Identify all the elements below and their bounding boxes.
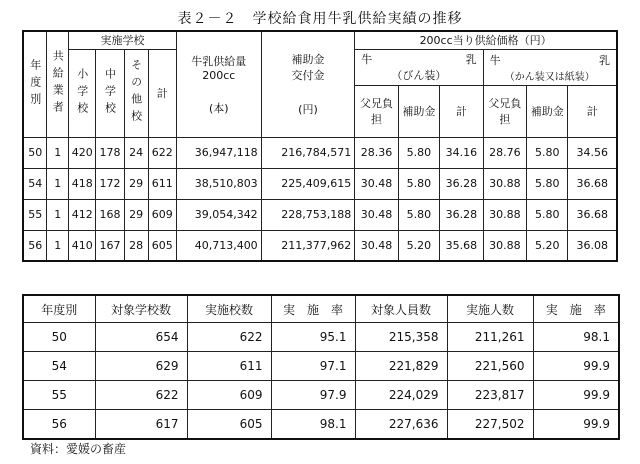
cell-b-sum: 34.16 <box>440 137 484 168</box>
header-target-people: 対象人員数 <box>355 295 447 323</box>
table-row <box>23 410 619 440</box>
cell-year: 55 <box>23 381 95 410</box>
cell-impl-people: 211,261 <box>447 323 533 352</box>
cell-target-schools: 654 <box>95 323 187 352</box>
cell-jr: 172 <box>96 168 124 199</box>
header-impl-people: 実施人数 <box>447 295 533 323</box>
cell-joint: 1 <box>47 230 69 261</box>
cell-rate2: 98.1 <box>533 323 619 352</box>
cell-b-sum: 36.28 <box>440 168 484 199</box>
cell-joint: 1 <box>47 137 69 168</box>
cell-b-sum: 36.28 <box>440 199 484 230</box>
cell-impl-schools: 609 <box>187 381 271 410</box>
header-impl-schools: 実施学校 <box>69 31 177 49</box>
header-milk-supply: 牛乳供給量 200cc (本) <box>176 31 261 137</box>
cell-impl-schools: 622 <box>187 323 271 352</box>
cell-c-sum: 36.68 <box>568 199 617 230</box>
cell-b-parent: 30.48 <box>355 230 399 261</box>
cell-milk: 40,713,400 <box>176 230 261 261</box>
header-price: 200cc当り供給価格（円） <box>355 31 617 49</box>
header-joint: 共給業者 <box>47 31 69 137</box>
cell-c-parent: 30.88 <box>483 168 527 199</box>
cell-milk: 36,947,118 <box>176 137 261 168</box>
cell-rate2: 99.9 <box>533 381 619 410</box>
cell-impl-schools: 611 <box>187 352 271 381</box>
cell-tot: 622 <box>148 137 176 168</box>
cell-oth: 29 <box>124 168 148 199</box>
header-carton: 牛 乳 （かん装又は紙装） <box>483 49 617 85</box>
cell-rate2: 99.9 <box>533 352 619 381</box>
header-target-schools: 対象学校数 <box>95 295 187 323</box>
header-total: 計 <box>148 49 176 137</box>
implementation-table <box>22 294 620 440</box>
header-bottle-aid: 補助金 <box>398 85 439 137</box>
cell-b-aid: 5.80 <box>398 168 439 199</box>
cell-milk: 38,510,803 <box>176 168 261 199</box>
cell-year: 56 <box>23 410 95 440</box>
header-other: その他校 <box>124 49 148 137</box>
cell-c-parent: 28.76 <box>483 137 527 168</box>
cell-oth: 24 <box>124 137 148 168</box>
cell-joint: 1 <box>47 199 69 230</box>
cell-impl-people: 227,502 <box>447 410 533 440</box>
header-junior: 中学校 <box>96 49 124 137</box>
cell-tot: 611 <box>148 168 176 199</box>
cell-year: 55 <box>23 199 47 230</box>
header-year: 年度別 <box>23 295 95 323</box>
cell-b-parent: 30.48 <box>355 168 399 199</box>
cell-b-parent: 28.36 <box>355 137 399 168</box>
header-subsidy: 補助金 交付金 (円) <box>261 31 355 137</box>
cell-target-people: 224,029 <box>355 381 447 410</box>
header-carton-aid: 補助金 <box>527 85 568 137</box>
cell-tot: 605 <box>148 230 176 261</box>
cell-year: 50 <box>23 137 47 168</box>
cell-rate1: 95.1 <box>271 323 355 352</box>
header-elementary: 小学校 <box>69 49 96 137</box>
cell-target-schools: 622 <box>95 381 187 410</box>
cell-target-people: 227,636 <box>355 410 447 440</box>
cell-rate1: 98.1 <box>271 410 355 440</box>
cell-subsidy: 228,753,188 <box>261 199 355 230</box>
cell-jr: 168 <box>96 199 124 230</box>
header-impl-schools: 実施校数 <box>187 295 271 323</box>
header-bottle-parent: 父兄負担 <box>355 85 399 137</box>
table-row <box>23 230 617 261</box>
cell-c-aid: 5.20 <box>527 230 568 261</box>
header-bottle-sum: 計 <box>440 85 484 137</box>
cell-impl-schools: 605 <box>187 410 271 440</box>
table-row <box>23 137 617 168</box>
cell-oth: 28 <box>124 230 148 261</box>
cell-elem: 410 <box>69 230 96 261</box>
table-row <box>23 168 617 199</box>
cell-year: 56 <box>23 230 47 261</box>
cell-c-aid: 5.80 <box>527 168 568 199</box>
cell-b-sum: 35.68 <box>440 230 484 261</box>
cell-elem: 420 <box>69 137 96 168</box>
header-carton-sum: 計 <box>568 85 617 137</box>
header-rate-people: 実 施 率 <box>533 295 619 323</box>
cell-rate1: 97.1 <box>271 352 355 381</box>
cell-rate2: 99.9 <box>533 410 619 440</box>
cell-jr: 167 <box>96 230 124 261</box>
cell-subsidy: 211,377,962 <box>261 230 355 261</box>
table-row <box>23 381 619 410</box>
cell-c-aid: 5.80 <box>527 199 568 230</box>
source-note: 資料：愛媛の畜産 <box>30 442 127 456</box>
cell-c-parent: 30.88 <box>483 230 527 261</box>
cell-year: 50 <box>23 323 95 352</box>
cell-c-aid: 5.80 <box>527 137 568 168</box>
cell-c-sum: 36.68 <box>568 168 617 199</box>
cell-c-sum: 36.08 <box>568 230 617 261</box>
cell-target-people: 221,829 <box>355 352 447 381</box>
cell-rate1: 97.9 <box>271 381 355 410</box>
table-row <box>23 199 617 230</box>
table-row <box>23 352 619 381</box>
cell-target-schools: 629 <box>95 352 187 381</box>
header-bottle: 牛 乳 （びん装） <box>355 49 483 85</box>
cell-target-schools: 617 <box>95 410 187 440</box>
cell-b-aid: 5.20 <box>398 230 439 261</box>
header-carton-parent: 父兄負担 <box>483 85 527 137</box>
cell-tot: 609 <box>148 199 176 230</box>
cell-subsidy: 225,409,615 <box>261 168 355 199</box>
cell-year: 54 <box>23 168 47 199</box>
cell-c-parent: 30.88 <box>483 199 527 230</box>
table-row <box>23 323 619 352</box>
cell-jr: 178 <box>96 137 124 168</box>
cell-subsidy: 216,784,571 <box>261 137 355 168</box>
cell-b-parent: 30.48 <box>355 199 399 230</box>
cell-target-people: 215,358 <box>355 323 447 352</box>
cell-impl-people: 223,817 <box>447 381 533 410</box>
header-rate-schools: 実 施 率 <box>271 295 355 323</box>
cell-oth: 29 <box>124 199 148 230</box>
cell-impl-people: 221,560 <box>447 352 533 381</box>
cell-b-aid: 5.80 <box>398 199 439 230</box>
page-title: 表２－２ 学校給食用牛乳供給実績の推移 <box>177 11 463 27</box>
supply-table <box>22 30 618 262</box>
cell-c-sum: 34.56 <box>568 137 617 168</box>
cell-b-aid: 5.80 <box>398 137 439 168</box>
cell-elem: 412 <box>69 199 96 230</box>
header-year: 年度別 <box>23 31 47 137</box>
cell-milk: 39,054,342 <box>176 199 261 230</box>
cell-elem: 418 <box>69 168 96 199</box>
cell-year: 54 <box>23 352 95 381</box>
cell-joint: 1 <box>47 168 69 199</box>
